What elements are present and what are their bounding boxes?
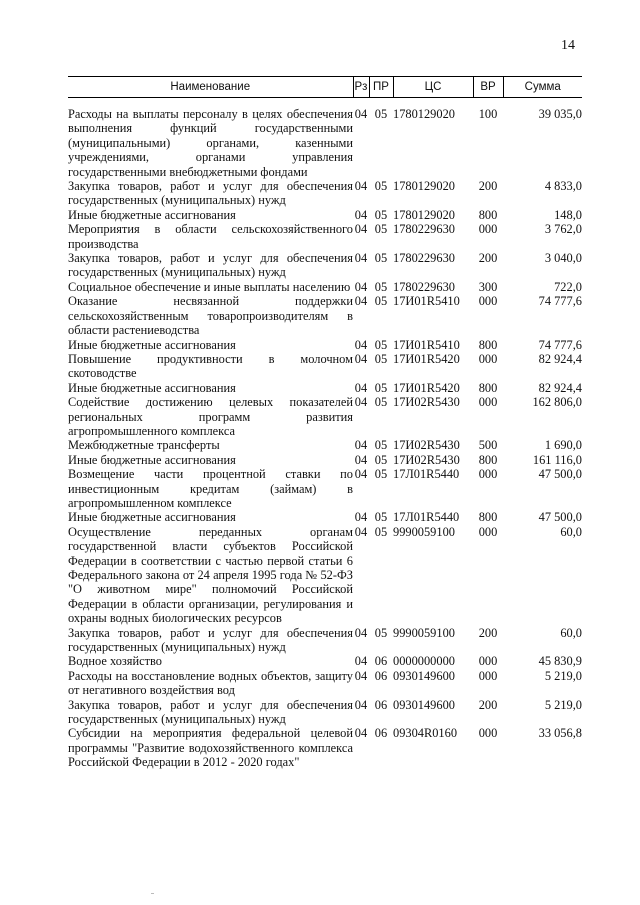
table-row	[68, 510, 582, 524]
row-vr: 000	[478, 222, 498, 237]
table-row	[68, 208, 582, 222]
row-sum: 60,0	[560, 625, 582, 640]
row-cs: 1780129020	[393, 107, 455, 121]
row-name: Содействие достижению целевых показателей региональных программ развития агропромышленного комплекса	[68, 395, 353, 438]
row-cs: 9990059100	[393, 524, 455, 539]
table-row	[68, 525, 582, 626]
row-sum: 5 219,0	[544, 668, 582, 683]
row-sum: 4 833,0	[544, 179, 582, 194]
row-sum: 722,0	[554, 279, 582, 294]
row-pr: 06	[374, 668, 388, 683]
row-rz: 04	[354, 380, 368, 395]
table-row	[68, 338, 582, 352]
row-sum: 3 040,0	[544, 251, 582, 266]
row-rz: 04	[354, 294, 368, 309]
row-pr: 05	[374, 438, 388, 453]
row-pr: 06	[374, 726, 388, 741]
page-number: 14	[561, 38, 575, 53]
row-sum: 162 806,0	[532, 395, 582, 410]
table-row	[68, 467, 582, 510]
row-vr: 000	[478, 467, 498, 482]
row-rz: 04	[354, 726, 368, 741]
row-name: Закупка товаров, работ и услуг для обеспечения государственных (муниципальных) нужд	[68, 179, 353, 208]
table-row	[68, 352, 582, 381]
header-name: Наименование	[68, 77, 353, 98]
table-row	[68, 438, 582, 452]
row-rz: 04	[354, 625, 368, 640]
row-pr: 05	[374, 251, 388, 266]
row-sum: 33 056,8	[538, 726, 582, 741]
row-name: Расходы на восстановление водных объектов, защиту от негативного воздействия вод	[68, 668, 353, 698]
row-sum: 82 924,4	[538, 380, 582, 395]
row-sum: 47 500,0	[538, 510, 582, 525]
row-sum: 74 777,6	[538, 294, 582, 309]
header-cs: ЦС	[393, 77, 473, 98]
row-cs: 1780129020	[393, 207, 455, 222]
row-name: Иные бюджетные ассигнования	[68, 510, 236, 525]
row-pr: 05	[374, 380, 388, 395]
row-sum: 45 830,9	[538, 654, 582, 669]
row-vr: 000	[478, 654, 498, 669]
row-cs: 09304R0160	[393, 726, 458, 741]
row-sum: 39 035,0	[538, 107, 582, 121]
row-pr: 05	[374, 467, 388, 482]
row-cs: 17И02R5430	[393, 395, 460, 410]
row-rz: 04	[354, 697, 368, 712]
header-vr: ВР	[473, 77, 503, 98]
row-vr: 300	[478, 279, 498, 294]
row-pr: 05	[374, 395, 388, 410]
row-rz: 04	[354, 207, 368, 222]
row-vr: 800	[478, 207, 498, 222]
row-vr: 800	[478, 380, 498, 395]
row-sum: 161 116,0	[532, 452, 582, 467]
row-vr: 100	[478, 107, 498, 121]
row-pr: 05	[374, 222, 388, 237]
row-name: Иные бюджетные ассигнования	[68, 452, 236, 467]
row-vr: 200	[478, 625, 498, 640]
row-cs: 1780229630	[393, 279, 455, 294]
row-vr: 200	[478, 179, 498, 194]
row-pr: 05	[374, 279, 388, 294]
row-name: Осуществление переданных органам государственной власти субъектов Российской Федерации в соответствии с частью первой статьи 6 Федерального закона от 24 апреля 1995 года № 52-ФЗ "О животном мире" полномочий Российской Федерации в области организации, регулирования и охраны водных биологических ресурсов	[68, 524, 353, 626]
row-rz: 04	[354, 524, 368, 539]
row-cs: 0930149600	[393, 668, 455, 683]
table-row	[68, 669, 582, 698]
row-name: Межбюджетные трансферты	[68, 438, 220, 453]
budget-table	[68, 76, 582, 770]
row-rz: 04	[354, 107, 368, 121]
row-sum: 60,0	[560, 524, 582, 539]
table-row	[68, 726, 582, 769]
table-row	[68, 251, 582, 280]
row-pr: 05	[374, 179, 388, 194]
row-pr: 06	[374, 654, 388, 669]
row-cs: 17И02R5430	[393, 452, 460, 467]
row-rz: 04	[354, 351, 368, 366]
row-vr: 000	[478, 351, 498, 366]
row-sum: 148,0	[554, 207, 582, 222]
row-rz: 04	[354, 452, 368, 467]
row-pr: 05	[374, 107, 388, 121]
table-row	[68, 381, 582, 395]
row-rz: 04	[354, 668, 368, 683]
row-rz: 04	[354, 251, 368, 266]
row-name: Иные бюджетные ассигнования	[68, 337, 236, 352]
table-row	[68, 222, 582, 251]
row-rz: 04	[354, 654, 368, 669]
row-cs: 17И01R5410	[393, 337, 460, 352]
table-row	[68, 453, 582, 467]
row-rz: 04	[354, 510, 368, 525]
row-name: Социальное обеспечение и иные выплаты населению	[68, 279, 351, 294]
row-rz: 04	[354, 337, 368, 352]
row-name: Повышение продуктивности в молочном скотоводстве	[68, 351, 353, 381]
table-row	[68, 626, 582, 655]
row-vr: 000	[478, 524, 498, 539]
row-name: Иные бюджетные ассигнования	[68, 380, 236, 395]
row-name: Закупка товаров, работ и услуг для обеспечения государственных (муниципальных) нужд	[68, 697, 353, 727]
row-cs: 1780229630	[393, 251, 455, 266]
row-cs: 9990059100	[393, 625, 455, 640]
row-vr: 000	[478, 395, 498, 410]
row-cs: 17Л01R5440	[393, 467, 460, 482]
row-sum: 74 777,6	[538, 337, 582, 352]
row-cs: 0930149600	[393, 697, 455, 712]
row-name: Закупка товаров, работ и услуг для обеспечения государственных (муниципальных) нужд	[68, 251, 353, 280]
row-cs: 17Л01R5440	[393, 510, 460, 525]
row-rz: 04	[354, 395, 368, 410]
header-pr: ПР	[369, 77, 393, 98]
row-cs: 17И02R5430	[393, 438, 460, 453]
row-cs: 1780129020	[393, 179, 455, 194]
row-name: Мероприятия в области сельскохозяйственного производства	[68, 222, 353, 251]
table-row	[68, 698, 582, 727]
scan-mark	[151, 893, 154, 894]
row-cs: 1780229630	[393, 222, 455, 237]
row-vr: 800	[478, 510, 498, 525]
row-sum: 3 762,0	[544, 222, 582, 237]
row-vr: 000	[478, 726, 498, 741]
row-name: Оказание несвязанной поддержки сельскохозяйственным товаропроизводителям в области растениеводства	[68, 294, 353, 338]
table-row	[68, 98, 582, 180]
table-body	[68, 98, 582, 770]
row-sum: 5 219,0	[544, 697, 582, 712]
row-name: Закупка товаров, работ и услуг для обеспечения государственных (муниципальных) нужд	[68, 625, 353, 655]
row-sum: 1 690,0	[544, 438, 582, 453]
row-vr: 000	[478, 294, 498, 309]
row-rz: 04	[354, 279, 368, 294]
row-pr: 05	[374, 337, 388, 352]
row-pr: 05	[374, 351, 388, 366]
row-rz: 04	[354, 222, 368, 237]
row-pr: 05	[374, 510, 388, 525]
row-cs: 0000000000	[393, 654, 455, 669]
table-header-row	[68, 77, 582, 98]
header-rz: Рз	[353, 77, 369, 98]
table-row	[68, 395, 582, 438]
row-name: Субсидии на мероприятия федеральной целевой программы "Развитие водохозяйственного комплекса Российской Федерации в 2012 - 2020 годах"	[68, 726, 353, 770]
row-vr: 200	[478, 697, 498, 712]
row-pr: 06	[374, 697, 388, 712]
row-pr: 05	[374, 524, 388, 539]
row-pr: 05	[374, 294, 388, 309]
row-vr: 800	[478, 452, 498, 467]
row-rz: 04	[354, 438, 368, 453]
row-vr: 800	[478, 337, 498, 352]
table-row	[68, 179, 582, 208]
row-rz: 04	[354, 467, 368, 482]
row-vr: 000	[478, 668, 498, 683]
row-vr: 500	[478, 438, 498, 453]
row-cs: 17И01R5420	[393, 351, 460, 366]
header-sum: Сумма	[503, 77, 582, 98]
row-sum: 47 500,0	[538, 467, 582, 482]
row-name: Расходы на выплаты персоналу в целях обеспечения выполнения функций государственными (муниципальными) органами, казенными учреждениями, органами управления государственными внебюджетными фондами	[68, 107, 353, 179]
table-row	[68, 280, 582, 294]
row-name: Возмещение части процентной ставки по инвестиционным кредитам (займам) в агропромышленном комплексе	[68, 467, 353, 510]
row-pr: 05	[374, 452, 388, 467]
table-row	[68, 654, 582, 668]
row-cs: 17И01R5410	[393, 294, 460, 309]
row-pr: 05	[374, 207, 388, 222]
row-pr: 05	[374, 625, 388, 640]
table-row	[68, 294, 582, 337]
row-name: Водное хозяйство	[68, 654, 163, 669]
row-vr: 200	[478, 251, 498, 266]
row-sum: 82 924,4	[538, 351, 582, 366]
row-name: Иные бюджетные ассигнования	[68, 207, 236, 222]
row-rz: 04	[354, 179, 368, 194]
row-cs: 17И01R5420	[393, 380, 460, 395]
